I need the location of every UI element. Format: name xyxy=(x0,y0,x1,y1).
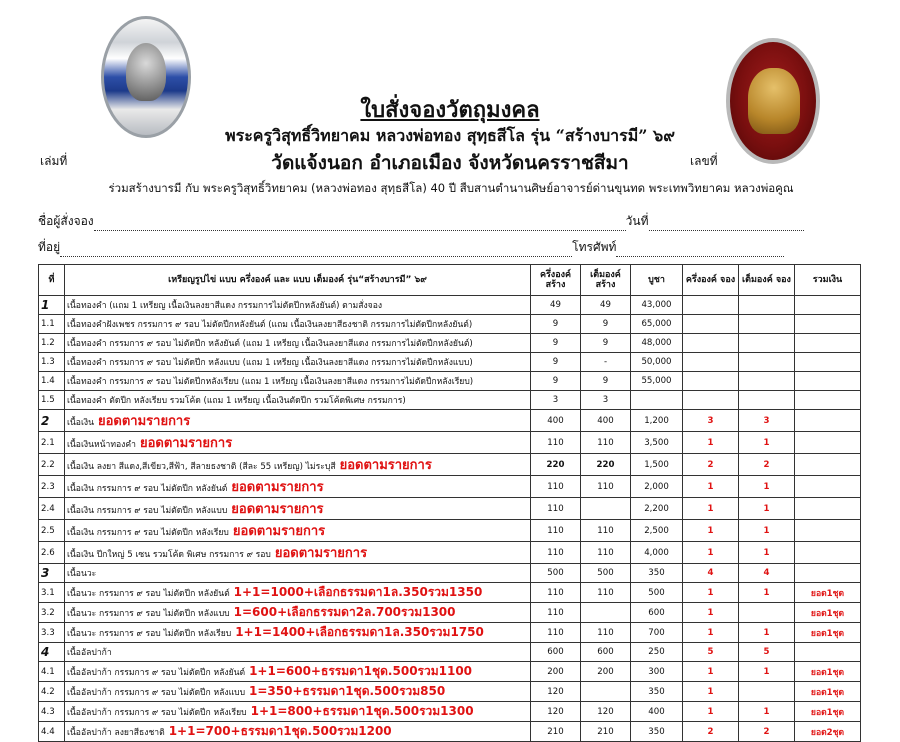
handwritten-note: 1+1=1000+เลือกธรรมดา1ล.350รวม1350 xyxy=(233,585,483,599)
row-half-order xyxy=(683,334,739,353)
row-full-made xyxy=(581,498,631,520)
row-half-made: 110 xyxy=(531,623,581,643)
row-full-order xyxy=(739,682,795,702)
table-row xyxy=(39,722,861,742)
row-item-name xyxy=(65,372,531,391)
row-half-made: 220 xyxy=(531,454,581,476)
address-field xyxy=(38,238,784,257)
row-item-text: เนื้ออัลปาก้า กรรมการ ๙ รอบ ไม่ตัดปีก หลังยันต์ xyxy=(67,668,246,678)
row-full-order xyxy=(739,296,795,315)
row-item-name xyxy=(65,643,531,662)
row-price: 2,200 xyxy=(631,498,683,520)
header-item: เหรียญรูปไข่ แบบ ครึ่งองค์ และ แบบ เต็มองค์ รุ่น“สร้างบารมี” ๖๙ xyxy=(65,265,531,296)
row-total xyxy=(795,391,861,410)
handwritten-note: 1=350+ธรรมดา1ชุด.500รวม850 xyxy=(249,684,446,698)
row-total: ยอด1ชุด xyxy=(795,662,861,682)
row-half-made: 600 xyxy=(531,643,581,662)
row-half-made: 110 xyxy=(531,520,581,542)
row-item-text: เนื้อเงิน กรรมการ ๙ รอบ ไม่ตัดปีก หลังแบบ xyxy=(67,506,228,516)
row-half-made: 110 xyxy=(531,476,581,498)
table-row xyxy=(39,391,861,410)
row-number: 1.5 xyxy=(39,391,65,410)
row-half-order: 1 xyxy=(683,583,739,603)
row-price xyxy=(631,391,683,410)
row-full-order xyxy=(739,391,795,410)
row-full-made: 200 xyxy=(581,662,631,682)
row-full-order xyxy=(739,315,795,334)
table-row xyxy=(39,583,861,603)
row-half-order: 1 xyxy=(683,682,739,702)
row-number: 3.2 xyxy=(39,603,65,623)
handwritten-note: 1=600+เลือกธรรมดา2ล.700รวม1300 xyxy=(233,605,456,619)
table-row xyxy=(39,353,861,372)
row-item-name xyxy=(65,722,531,742)
row-number: 3.3 xyxy=(39,623,65,643)
row-half-made: 210 xyxy=(531,722,581,742)
row-full-made: 500 xyxy=(581,564,631,583)
row-number: 2.2 xyxy=(39,454,65,476)
row-full-made: 9 xyxy=(581,334,631,353)
row-total: ยอด1ชุด xyxy=(795,702,861,722)
row-half-order: 1 xyxy=(683,542,739,564)
row-half-made: 110 xyxy=(531,583,581,603)
row-number: 2.3 xyxy=(39,476,65,498)
row-total xyxy=(795,432,861,454)
table-row xyxy=(39,520,861,542)
row-price: 1,500 xyxy=(631,454,683,476)
handwritten-note: ยอดตามรายการ xyxy=(339,458,432,473)
row-item-text: เนื้อทองคำ กรรมการ ๙ รอบ ไม่ตัดปีก หลังยันต์ (แถม 1 เหรียญ เนื้อเงินลงยาสีแดง กรรมการไม่ตัดปีกหลังยันต์) xyxy=(67,339,473,349)
row-number: 2 xyxy=(39,410,65,432)
row-price: 48,000 xyxy=(631,334,683,353)
header-full-made: เต็มองค์ สร้าง xyxy=(581,265,631,296)
row-total: ยอด1ชุด xyxy=(795,603,861,623)
phone-label: โทรศัพท์ xyxy=(572,240,617,254)
row-number: 4.1 xyxy=(39,662,65,682)
book-number-label: เล่มที่ xyxy=(40,154,68,168)
table-row xyxy=(39,682,861,702)
row-price: 65,000 xyxy=(631,315,683,334)
document-subtitle: พระครูวิสุทธิ์วิทยาคม หลวงพ่อทอง สุทฺธสีโล รุ่น “สร้างบารมี” ๖๙ xyxy=(225,126,675,145)
row-full-order: 3 xyxy=(739,410,795,432)
row-item-text: เนื้อเงิน ปีกใหญ่ 5 เซน รวมโค้ด พิเศษ กรรมการ ๙ รอบ xyxy=(67,550,271,560)
handwritten-note: 1+1=700+ธรรมดา1ชุด.500รวม1200 xyxy=(168,724,392,738)
row-number: 3.1 xyxy=(39,583,65,603)
row-item-text: เนื้อทองคำฝังเพชร กรรมการ ๙ รอบ ไม่ตัดปีกหลังยันต์ (แถม เนื้อเงินลงยาสีธงชาติ กรรมการไม่ตัดปีกหลังยันต์) xyxy=(67,320,473,330)
row-half-order: 1 xyxy=(683,498,739,520)
row-item-name xyxy=(65,315,531,334)
row-total xyxy=(795,476,861,498)
row-half-order xyxy=(683,296,739,315)
row-item-name xyxy=(65,454,531,476)
row-number: 1.2 xyxy=(39,334,65,353)
row-price: 50,000 xyxy=(631,353,683,372)
row-half-order: 1 xyxy=(683,520,739,542)
row-total xyxy=(795,643,861,662)
row-half-made: 49 xyxy=(531,296,581,315)
row-half-made: 9 xyxy=(531,353,581,372)
row-price: 300 xyxy=(631,662,683,682)
row-item-text: เนื้อนวะ กรรมการ ๙ รอบ ไม่ตัดปีก หลังยันต์ xyxy=(67,589,230,599)
row-half-made: 400 xyxy=(531,410,581,432)
row-full-order: 1 xyxy=(739,623,795,643)
row-item-name xyxy=(65,603,531,623)
handwritten-note: ยอดตามรายการ xyxy=(139,436,233,451)
row-number: 4.3 xyxy=(39,702,65,722)
table-row xyxy=(39,542,861,564)
table-row xyxy=(39,643,861,662)
row-full-made: 110 xyxy=(581,432,631,454)
row-full-made: 120 xyxy=(581,702,631,722)
row-full-order: 4 xyxy=(739,564,795,583)
row-price: 55,000 xyxy=(631,372,683,391)
row-item-text: เนื้อทองคำ (แถม 1 เหรียญ เนื้อเงินลงยาสีแดง กรรมการไม่ตัดปีกหลังยันต์) ตามสั่งจอง xyxy=(67,301,383,311)
row-total: ยอด1ชุด xyxy=(795,623,861,643)
handwritten-note: 1+1=800+ธรรมดา1ชุด.500รวม1300 xyxy=(250,704,474,718)
row-half-made: 9 xyxy=(531,334,581,353)
row-half-made: 9 xyxy=(531,315,581,334)
row-full-order: 2 xyxy=(739,454,795,476)
row-price: 500 xyxy=(631,583,683,603)
row-half-order xyxy=(683,353,739,372)
row-full-order xyxy=(739,372,795,391)
row-item-name xyxy=(65,564,531,583)
row-half-order: 1 xyxy=(683,476,739,498)
row-full-made: 110 xyxy=(581,623,631,643)
row-half-order: 1 xyxy=(683,702,739,722)
row-half-order: 1 xyxy=(683,432,739,454)
row-number: 4.2 xyxy=(39,682,65,702)
row-total xyxy=(795,353,861,372)
table-row xyxy=(39,315,861,334)
row-price: 350 xyxy=(631,682,683,702)
row-item-name xyxy=(65,334,531,353)
row-half-made: 110 xyxy=(531,498,581,520)
row-full-order: 1 xyxy=(739,542,795,564)
row-half-made: 120 xyxy=(531,682,581,702)
table-row xyxy=(39,432,861,454)
row-half-order xyxy=(683,315,739,334)
row-item-text: เนื้อเงิน xyxy=(67,418,94,428)
name-field xyxy=(38,212,804,231)
table-row xyxy=(39,498,861,520)
row-price: 2,000 xyxy=(631,476,683,498)
handwritten-note: ยอดตามรายการ xyxy=(231,480,324,495)
row-item-name xyxy=(65,702,531,722)
row-price: 400 xyxy=(631,702,683,722)
row-full-order: 1 xyxy=(739,432,795,454)
row-full-order: 5 xyxy=(739,643,795,662)
handwritten-note: ยอดตามรายการ xyxy=(274,546,368,561)
row-item-text: เนื้อเงิน กรรมการ ๙ รอบ ไม่ตัดปีก หลังเรียบ xyxy=(67,528,229,538)
row-total xyxy=(795,372,861,391)
row-total xyxy=(795,520,861,542)
header-no: ที่ xyxy=(39,265,65,296)
document-title: ใบสั่งจองวัตถุมงคล xyxy=(360,97,540,123)
row-total xyxy=(795,410,861,432)
row-item-name xyxy=(65,662,531,682)
row-item-name xyxy=(65,520,531,542)
row-item-text: เนื้อทองคำ กรรมการ ๙ รอบ ไม่ตัดปีก หลังแบบ (แถม 1 เหรียญ เนื้อเงินลงยาสีแดง กรรมการไม่ตัดปีกหลังแบบ) xyxy=(67,358,473,368)
row-full-order xyxy=(739,603,795,623)
row-half-made: 500 xyxy=(531,564,581,583)
row-full-made: 110 xyxy=(581,542,631,564)
row-full-made: 9 xyxy=(581,315,631,334)
row-full-made: 3 xyxy=(581,391,631,410)
handwritten-note: ยอดตามรายการ xyxy=(97,414,191,429)
date-label: วันที่ xyxy=(625,214,649,228)
header-price: บูชา xyxy=(631,265,683,296)
row-full-made: - xyxy=(581,353,631,372)
row-half-order: 1 xyxy=(683,662,739,682)
row-total xyxy=(795,334,861,353)
table-row xyxy=(39,603,861,623)
row-price: 600 xyxy=(631,603,683,623)
row-half-order: 5 xyxy=(683,643,739,662)
row-price: 43,000 xyxy=(631,296,683,315)
row-number: 2.4 xyxy=(39,498,65,520)
row-half-made: 200 xyxy=(531,662,581,682)
row-half-order: 1 xyxy=(683,623,739,643)
handwritten-note: 1+1=1400+เลือกธรรมดา1ล.350รวม1750 xyxy=(235,625,484,639)
row-total xyxy=(795,315,861,334)
row-full-made: 110 xyxy=(581,476,631,498)
row-item-name xyxy=(65,391,531,410)
row-full-made: 600 xyxy=(581,643,631,662)
row-total xyxy=(795,498,861,520)
row-total xyxy=(795,454,861,476)
table-row xyxy=(39,564,861,583)
row-item-name xyxy=(65,296,531,315)
order-table xyxy=(38,264,861,742)
row-number: 1.4 xyxy=(39,372,65,391)
table-header-row xyxy=(39,265,861,296)
row-full-made: 110 xyxy=(581,520,631,542)
row-total: ยอด1ชุด xyxy=(795,682,861,702)
row-item-name xyxy=(65,498,531,520)
row-number: 4 xyxy=(39,643,65,662)
row-total: ยอด1ชุด xyxy=(795,583,861,603)
row-full-order: 1 xyxy=(739,498,795,520)
row-number: 2.5 xyxy=(39,520,65,542)
form-number-label: เลขที่ xyxy=(690,154,718,168)
row-full-order: 1 xyxy=(739,583,795,603)
table-row xyxy=(39,372,861,391)
row-total: ยอด2ชุด xyxy=(795,722,861,742)
row-full-order: 1 xyxy=(739,476,795,498)
row-number: 3 xyxy=(39,564,65,583)
row-full-order: 1 xyxy=(739,662,795,682)
row-item-name xyxy=(65,542,531,564)
table-row xyxy=(39,410,861,432)
table-row xyxy=(39,623,861,643)
row-item-text: เนื้อเงิน ลงยา สีแดง,สีเขียว,สีฟ้า, สีลายธงชาติ (สีละ 55 เหรียญ) ไม่ระบุสี xyxy=(67,462,336,472)
temple-name: วัดแจ้งนอก อำเภอเมือง จังหวัดนครราชสีมา xyxy=(271,152,629,174)
row-number: 2.1 xyxy=(39,432,65,454)
row-item-text: เนื้ออัลปาก้า กรรมการ ๙ รอบ ไม่ตัดปีก หลังเรียบ xyxy=(67,708,247,718)
row-half-made: 9 xyxy=(531,372,581,391)
row-half-made: 110 xyxy=(531,603,581,623)
row-half-order xyxy=(683,372,739,391)
row-full-made: 400 xyxy=(581,410,631,432)
row-number: 2.6 xyxy=(39,542,65,564)
row-number: 1 xyxy=(39,296,65,315)
name-label: ชื่อผู้สั่งจอง xyxy=(38,214,94,228)
header-total: รวมเงิน xyxy=(795,265,861,296)
row-item-text: เนื้อเงิน กรรมการ ๙ รอบ ไม่ตัดปีก หลังยันต์ xyxy=(67,484,228,494)
row-item-text: เนื้อทองคำ ตัดปีก หลังเรียบ รวมโค้ด (แถม 1 เหรียญ เนื้อเงินตัดปีก รวมโค้ดพิเศษ กรรมการ) xyxy=(67,396,406,406)
row-item-text: เนื้ออัลปาก้า ลงยาสีธงชาติ xyxy=(67,728,165,738)
row-half-order: 3 xyxy=(683,410,739,432)
handwritten-note: 1+1=600+ธรรมดา1ชุด.500รวม1100 xyxy=(249,664,473,678)
header-half-order: ครึ่งองค์ จอง xyxy=(683,265,739,296)
row-full-made: 49 xyxy=(581,296,631,315)
row-number: 1.3 xyxy=(39,353,65,372)
table-row xyxy=(39,662,861,682)
row-full-made xyxy=(581,682,631,702)
row-full-made: 210 xyxy=(581,722,631,742)
row-half-made: 110 xyxy=(531,542,581,564)
row-full-made: 110 xyxy=(581,583,631,603)
row-item-name xyxy=(65,583,531,603)
row-item-name xyxy=(65,432,531,454)
row-price: 4,000 xyxy=(631,542,683,564)
row-half-order: 2 xyxy=(683,722,739,742)
row-item-text: เนื้อนวะ กรรมการ ๙ รอบ ไม่ตัดปีก หลังเรียบ xyxy=(67,629,232,639)
row-half-order: 4 xyxy=(683,564,739,583)
row-item-name xyxy=(65,623,531,643)
row-price: 1,200 xyxy=(631,410,683,432)
row-number: 4.4 xyxy=(39,722,65,742)
row-price: 350 xyxy=(631,722,683,742)
row-item-name xyxy=(65,410,531,432)
row-full-made xyxy=(581,603,631,623)
intro-text: ร่วมสร้างบารมี กับ พระครูวิสุทธิ์วิทยาคม (หลวงพ่อทอง สุทฺธสีโล) 40 ปี สืบสานตำนานศิษย์อาจารย์ด่านขุนทด พระเทพวิทยาคม หลวงพ่อคูณ xyxy=(108,181,794,195)
row-price: 2,500 xyxy=(631,520,683,542)
row-half-order: 1 xyxy=(683,603,739,623)
header-full-order: เต็มองค์ จอง xyxy=(739,265,795,296)
row-price: 3,500 xyxy=(631,432,683,454)
header-half-made: ครึ่งองค์ สร้าง xyxy=(531,265,581,296)
row-total xyxy=(795,564,861,583)
row-full-order xyxy=(739,334,795,353)
row-item-name xyxy=(65,682,531,702)
row-full-order: 1 xyxy=(739,520,795,542)
row-total xyxy=(795,542,861,564)
table-row xyxy=(39,454,861,476)
row-price: 350 xyxy=(631,564,683,583)
row-half-order: 2 xyxy=(683,454,739,476)
row-half-made: 3 xyxy=(531,391,581,410)
row-full-made: 220 xyxy=(581,454,631,476)
row-item-text: เนื้อนวะ xyxy=(67,569,97,579)
row-total xyxy=(795,296,861,315)
row-half-order xyxy=(683,391,739,410)
row-item-text: เนื้ออัลปาก้า กรรมการ ๙ รอบ ไม่ตัดปีก หลังแบบ xyxy=(67,688,246,698)
row-item-text: เนื้อทองคำ กรรมการ ๙ รอบ ไม่ตัดปีกหลังเรียบ (แถม 1 เหรียญ เนื้อเงินลงยาสีแดง กรรมการไม่ตัดปีกหลังเรียบ) xyxy=(67,377,474,387)
row-full-order: 1 xyxy=(739,702,795,722)
handwritten-note: ยอดตามรายการ xyxy=(231,502,324,517)
row-price: 250 xyxy=(631,643,683,662)
row-price: 700 xyxy=(631,623,683,643)
row-full-made: 9 xyxy=(581,372,631,391)
row-item-text: เนื้อนวะ กรรมการ ๙ รอบ ไม่ตัดปีก หลังแบบ xyxy=(67,609,230,619)
row-item-text: เนื้ออัลปาก้า xyxy=(67,648,112,658)
row-full-order xyxy=(739,353,795,372)
row-half-made: 110 xyxy=(531,432,581,454)
table-row xyxy=(39,702,861,722)
row-full-order: 2 xyxy=(739,722,795,742)
row-half-made: 120 xyxy=(531,702,581,722)
row-item-name xyxy=(65,476,531,498)
table-row xyxy=(39,334,861,353)
address-label: ที่อยู่ xyxy=(38,240,61,254)
table-row xyxy=(39,296,861,315)
row-number: 1.1 xyxy=(39,315,65,334)
row-item-text: เนื้อเงินหน้าทองคำ xyxy=(67,440,136,450)
table-row xyxy=(39,476,861,498)
handwritten-note: ยอดตามรายการ xyxy=(232,524,326,539)
row-item-name xyxy=(65,353,531,372)
